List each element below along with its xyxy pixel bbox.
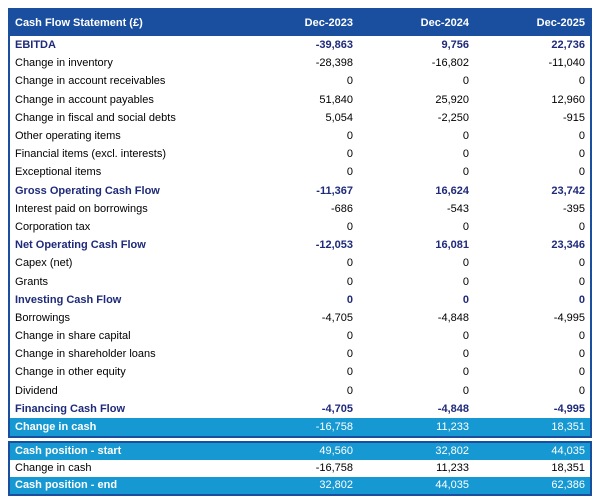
row-value: 0 <box>462 257 469 270</box>
row-value: -686 <box>330 202 353 215</box>
row-label: Change in cash <box>15 421 97 434</box>
row-value: 11,233 <box>436 421 469 434</box>
table-row <box>10 327 590 345</box>
row-value: 0 <box>462 293 469 306</box>
row-value: 0 <box>346 257 353 270</box>
row-label: EBITDA <box>15 39 56 52</box>
table-row <box>10 200 590 218</box>
row-value: 0 <box>578 166 585 179</box>
row-label: Capex (net) <box>15 257 73 270</box>
table-row <box>10 109 590 127</box>
row-label: Change in other equity <box>15 366 126 379</box>
row-value: 0 <box>346 166 353 179</box>
column-header-dec-2023: Dec-2023 <box>304 17 353 29</box>
table-row <box>10 400 590 418</box>
row-value: 0 <box>346 75 353 88</box>
row-value: 49,560 <box>319 445 353 458</box>
row-value: -4,705 <box>321 311 353 324</box>
table-row <box>10 182 590 200</box>
row-value: -16,758 <box>315 462 353 475</box>
cash-position-summary-table <box>8 441 592 496</box>
summary-body <box>10 443 590 494</box>
table-row <box>10 345 590 363</box>
row-value: -16,802 <box>431 57 469 70</box>
row-value: -915 <box>562 111 585 124</box>
table-row <box>10 163 590 181</box>
table-body <box>10 36 590 436</box>
row-label: Investing Cash Flow <box>15 293 122 306</box>
row-value: 0 <box>346 384 353 397</box>
table-row <box>10 460 590 477</box>
table-row <box>10 443 590 460</box>
table-row <box>10 54 590 72</box>
row-value: -2,250 <box>437 111 469 124</box>
row-value: 0 <box>462 275 469 288</box>
row-value: -4,705 <box>321 402 353 415</box>
row-value: 0 <box>346 148 353 161</box>
table-row <box>10 272 590 290</box>
table-row <box>10 145 590 163</box>
row-value: 0 <box>578 130 585 143</box>
row-value: 0 <box>346 330 353 343</box>
table-row <box>10 91 590 109</box>
table-row <box>10 363 590 381</box>
row-value: -543 <box>446 202 469 215</box>
row-value: 23,346 <box>551 239 585 252</box>
table-row <box>10 72 590 90</box>
row-value: -4,848 <box>437 311 469 324</box>
column-header-dec-2024: Dec-2024 <box>420 17 469 29</box>
row-label: Financing Cash Flow <box>15 402 126 415</box>
row-value: 0 <box>578 330 585 343</box>
row-value: 0 <box>346 220 353 233</box>
row-value: 22,736 <box>551 39 585 52</box>
row-value: -395 <box>562 202 585 215</box>
row-value: 0 <box>578 293 585 306</box>
row-label: Cash position - end <box>15 479 118 492</box>
row-label: Borrowings <box>15 311 71 324</box>
row-label: Grants <box>15 275 49 288</box>
row-value: 0 <box>346 366 353 379</box>
row-value: 0 <box>462 148 469 161</box>
table-row <box>10 291 590 309</box>
row-label: Exceptional items <box>15 166 102 179</box>
table-row <box>10 36 590 54</box>
row-value: -4,995 <box>553 402 585 415</box>
table-row <box>10 382 590 400</box>
row-label: Dividend <box>15 384 58 397</box>
row-value: 0 <box>346 293 353 306</box>
table-title: Cash Flow Statement (£) <box>15 17 143 29</box>
row-label: Net Operating Cash Flow <box>15 239 146 252</box>
row-value: -4,848 <box>437 402 469 415</box>
row-value: 16,081 <box>435 239 469 252</box>
table-row <box>10 309 590 327</box>
row-value: 0 <box>346 275 353 288</box>
row-value: 0 <box>578 257 585 270</box>
row-value: 9,756 <box>441 39 469 52</box>
row-label: Gross Operating Cash Flow <box>15 184 160 197</box>
table-row <box>10 418 590 436</box>
row-label: Change in fiscal and social debts <box>15 111 176 124</box>
row-value: -16,758 <box>315 421 353 434</box>
row-value: -11,367 <box>316 184 353 197</box>
table-row <box>10 127 590 145</box>
row-label: Other operating items <box>15 130 121 143</box>
row-value: 23,742 <box>551 184 585 197</box>
row-value: 0 <box>578 275 585 288</box>
row-value: 25,920 <box>435 93 469 106</box>
row-value: 11,233 <box>436 462 469 475</box>
row-value: 0 <box>462 130 469 143</box>
table-row <box>10 236 590 254</box>
cash-flow-statement-table <box>8 8 592 438</box>
table-header-row <box>10 10 590 36</box>
row-label: Corporation tax <box>15 220 91 233</box>
row-value: 32,802 <box>435 445 469 458</box>
row-value: -12,053 <box>315 239 353 252</box>
row-value: 0 <box>462 366 469 379</box>
row-label: Financial items (excl. interests) <box>15 148 166 161</box>
column-header-dec-2025: Dec-2025 <box>536 17 585 29</box>
row-value: 0 <box>578 384 585 397</box>
row-value: 0 <box>578 366 585 379</box>
row-value: 0 <box>578 220 585 233</box>
row-value: 51,840 <box>319 93 353 106</box>
row-value: 16,624 <box>435 184 469 197</box>
row-value: 32,802 <box>319 479 353 492</box>
row-value: 12,960 <box>551 93 585 106</box>
table-row <box>10 477 590 494</box>
row-label: Change in account payables <box>15 93 154 106</box>
row-value: 0 <box>578 148 585 161</box>
row-value: 0 <box>578 75 585 88</box>
row-label: Cash position - start <box>15 445 122 458</box>
row-value: 62,386 <box>551 479 585 492</box>
row-value: -39,863 <box>315 39 353 52</box>
row-value: 0 <box>346 348 353 361</box>
row-label: Change in shareholder loans <box>15 348 156 361</box>
row-label: Change in inventory <box>15 57 113 70</box>
row-value: 18,351 <box>551 421 585 434</box>
row-value: 0 <box>462 166 469 179</box>
row-label: Change in cash <box>15 462 92 475</box>
row-label: Change in account receivables <box>15 75 166 88</box>
row-value: -4,995 <box>553 311 585 324</box>
row-value: 0 <box>462 75 469 88</box>
row-value: 44,035 <box>435 479 469 492</box>
row-value: 0 <box>462 348 469 361</box>
row-label: Change in share capital <box>15 330 131 343</box>
row-label: Interest paid on borrowings <box>15 202 148 215</box>
row-value: -11,040 <box>548 57 585 70</box>
row-value: 0 <box>462 384 469 397</box>
row-value: 0 <box>578 348 585 361</box>
row-value: -28,398 <box>315 57 353 70</box>
row-value: 0 <box>462 330 469 343</box>
row-value: 0 <box>462 220 469 233</box>
table-row <box>10 254 590 272</box>
table-row <box>10 218 590 236</box>
row-value: 5,054 <box>325 111 353 124</box>
row-value: 18,351 <box>551 462 585 475</box>
row-value: 0 <box>346 130 353 143</box>
row-value: 44,035 <box>551 445 585 458</box>
